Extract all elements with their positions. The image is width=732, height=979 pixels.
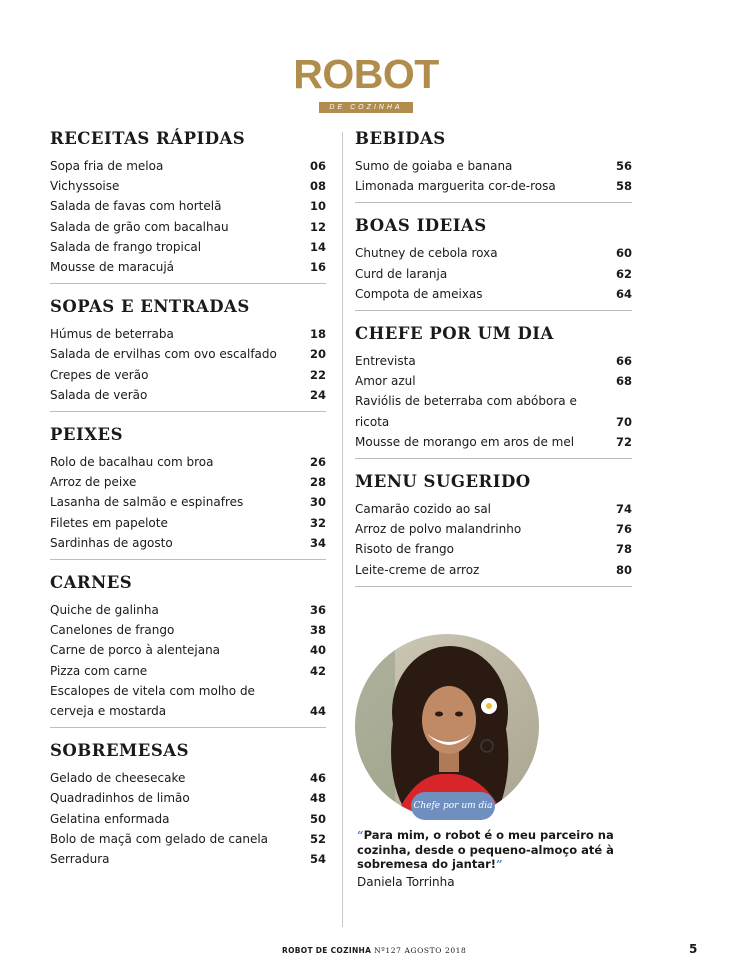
- entry-title: Quadradinhos de limão: [50, 791, 190, 806]
- entry-title: Pizza com carne: [50, 663, 148, 678]
- entry-page-number: 70: [615, 414, 632, 429]
- entry-title: Gelatina enformada: [50, 811, 170, 826]
- entry-page-number: 06: [309, 159, 326, 173]
- toc-entry[interactable]: [50, 385, 326, 405]
- section-title: CHEFE POR UM DIA: [355, 324, 554, 344]
- toc-section: [50, 424, 326, 560]
- entry-title: Salada de ervilhas com ovo escalfado: [50, 347, 277, 362]
- entry-page-number: 62: [615, 266, 632, 281]
- entry-title: Mousse de morango em aros de mel: [355, 434, 575, 449]
- toc-section: [355, 471, 632, 587]
- column-divider: [342, 132, 343, 927]
- open-quote-icon: “: [357, 828, 364, 842]
- entry-page-number: 30: [309, 495, 326, 510]
- entry-page-number: 08: [309, 179, 326, 194]
- toc-entry[interactable]: [355, 432, 632, 452]
- toc-entry[interactable]: [355, 391, 632, 431]
- chefe-por-um-dia-badge: Chefe por um dia: [411, 792, 495, 820]
- toc-entry[interactable]: [50, 176, 326, 196]
- entry-page-number: 58: [615, 179, 632, 194]
- entry-page-number: 76: [615, 522, 632, 537]
- entry-title: Bolo de maçã com gelado de canela: [50, 831, 269, 846]
- section-title: RECEITAS RÁPIDAS: [50, 129, 246, 148]
- quote-author: Daniela Torrinha: [357, 875, 455, 889]
- toc-entry[interactable]: [50, 809, 326, 829]
- entry-title: Quiche de galinha: [50, 603, 159, 618]
- toc-entry[interactable]: [355, 284, 632, 304]
- toc-entry[interactable]: [50, 365, 326, 385]
- entry-title: Limonada marguerita cor-de-rosa: [355, 179, 556, 194]
- toc-entry[interactable]: [50, 768, 326, 788]
- entry-title: Arroz de peixe: [50, 475, 137, 490]
- entry-title: Sopa fria de meloa: [50, 159, 164, 173]
- entry-page-number: 72: [615, 434, 632, 449]
- toc-entry[interactable]: [50, 640, 326, 660]
- logo-wordmark: ROBOT: [293, 51, 439, 97]
- toc-entry[interactable]: [355, 560, 632, 580]
- entry-page-number: 22: [309, 367, 326, 382]
- magazine-logo: [0, 51, 732, 113]
- toc-entry[interactable]: [50, 324, 326, 344]
- toc-entry[interactable]: [355, 264, 632, 284]
- entry-title: Serradura: [50, 852, 110, 867]
- entry-title: Salada de favas com hortelã: [50, 199, 222, 214]
- entry-page-number: 56: [615, 159, 632, 173]
- toc-entry[interactable]: [50, 257, 326, 277]
- toc-entry[interactable]: [50, 196, 326, 216]
- entry-page-number: 60: [615, 246, 632, 261]
- toc-entry[interactable]: [355, 156, 632, 176]
- toc-section: [50, 128, 326, 284]
- chef-portrait-photo: [355, 634, 539, 818]
- entry-title: Húmus de beterraba: [50, 327, 174, 342]
- entry-title: Raviólis de beterraba com abóbora e ricota: [355, 394, 577, 429]
- toc-section: [355, 323, 632, 459]
- entry-page-number: 54: [309, 852, 326, 867]
- entry-page-number: 68: [615, 374, 632, 389]
- section-title: BEBIDAS: [355, 129, 446, 148]
- page-number: 5: [689, 942, 698, 956]
- toc-entry[interactable]: [50, 829, 326, 849]
- toc-entry[interactable]: [355, 351, 632, 371]
- left-column: [50, 128, 326, 887]
- entry-title: Gelado de cheesecake: [50, 771, 186, 786]
- toc-entry[interactable]: [355, 499, 632, 519]
- entry-title: Escalopes de vitela com molho de cerveja e mostarda: [50, 683, 255, 719]
- entry-title: Entrevista: [355, 354, 416, 369]
- toc-entry[interactable]: [50, 681, 326, 721]
- entry-page-number: 10: [309, 199, 326, 214]
- toc-entry[interactable]: [50, 849, 326, 869]
- entry-page-number: 40: [309, 643, 326, 658]
- entry-page-number: 48: [309, 791, 326, 806]
- entry-page-number: 66: [615, 354, 632, 369]
- chef-quote: [357, 828, 617, 872]
- entry-page-number: 78: [615, 542, 632, 557]
- toc-entry[interactable]: [50, 600, 326, 620]
- toc-entry[interactable]: [355, 176, 632, 196]
- entry-title: Curd de laranja: [355, 266, 448, 281]
- logo-subtitle: DE COZINHA: [319, 102, 412, 113]
- entry-page-number: 24: [309, 387, 326, 402]
- toc-entry[interactable]: [50, 344, 326, 364]
- close-quote-icon: ”: [496, 857, 503, 871]
- entry-title: Sardinhas de agosto: [50, 535, 173, 550]
- entry-title: Chutney de cebola roxa: [355, 246, 498, 261]
- entry-page-number: 18: [309, 327, 326, 342]
- entry-title: Leite-creme de arroz: [355, 562, 480, 577]
- entry-title: Rolo de bacalhau com broa: [50, 455, 214, 470]
- entry-page-number: 20: [309, 347, 326, 362]
- toc-entry[interactable]: [50, 237, 326, 257]
- entry-page-number: 14: [309, 239, 326, 254]
- toc-entry[interactable]: [50, 452, 326, 472]
- entry-page-number: 52: [309, 831, 326, 846]
- entry-title: Vichyssoise: [50, 179, 120, 194]
- entry-title: Salada de frango tropical: [50, 239, 202, 254]
- toc-section: [50, 296, 326, 412]
- toc-entry[interactable]: [355, 519, 632, 539]
- entry-page-number: 28: [309, 475, 326, 490]
- entry-title: Canelones de frango: [50, 623, 175, 638]
- right-column: [355, 128, 632, 599]
- entry-title: Salada de grão com bacalhau: [50, 219, 229, 234]
- section-title: PEIXES: [50, 425, 123, 445]
- entry-title: Risoto de frango: [355, 542, 455, 557]
- toc-entry[interactable]: [50, 217, 326, 237]
- toc-entry[interactable]: [355, 539, 632, 559]
- entry-page-number: 34: [309, 535, 326, 550]
- toc-section: [50, 572, 326, 728]
- entry-page-number: 80: [615, 562, 632, 577]
- entry-title: Carne de porco à alentejana: [50, 643, 221, 658]
- entry-page-number: 46: [309, 771, 326, 786]
- entry-title: Mousse de maracujá: [50, 260, 175, 275]
- toc-entry[interactable]: [355, 243, 632, 263]
- entry-page-number: 38: [309, 623, 326, 638]
- section-title: SOPAS E ENTRADAS: [50, 297, 250, 317]
- toc-entry[interactable]: [355, 371, 632, 391]
- entry-page-number: 36: [309, 603, 326, 618]
- page-footer: [282, 946, 466, 955]
- entry-page-number: 50: [309, 811, 326, 826]
- toc-entry[interactable]: [50, 661, 326, 681]
- entry-page-number: 26: [309, 455, 326, 470]
- entry-title: Arroz de polvo malandrinho: [355, 522, 522, 537]
- toc-entry[interactable]: [50, 492, 326, 512]
- section-title: BOAS IDEIAS: [355, 216, 487, 236]
- entry-page-number: 16: [309, 260, 326, 275]
- entry-page-number: 74: [615, 502, 632, 517]
- entry-title: Sumo de goiaba e banana: [355, 159, 513, 173]
- entry-page-number: 12: [309, 219, 326, 234]
- footer-issue: Nº127 AGOSTO 2018: [374, 946, 467, 955]
- section-title: CARNES: [50, 573, 133, 593]
- entry-title: Camarão cozido ao sal: [355, 502, 492, 517]
- section-title: SOBREMESAS: [50, 741, 189, 761]
- toc-entry[interactable]: [50, 788, 326, 808]
- toc-entry[interactable]: [50, 513, 326, 533]
- entry-title: Amor azul: [355, 374, 416, 389]
- toc-entry[interactable]: [50, 533, 326, 553]
- toc-section: [50, 740, 326, 875]
- entry-page-number: 44: [309, 704, 326, 719]
- entry-page-number: 32: [309, 515, 326, 530]
- entry-title: Compota de ameixas: [355, 286, 483, 301]
- toc-entry[interactable]: [50, 620, 326, 640]
- footer-brand: ROBOT DE COZINHA: [282, 946, 372, 955]
- entry-title: Salada de verão: [50, 387, 148, 402]
- portrait-illustration: [355, 634, 539, 818]
- toc-entry[interactable]: [50, 472, 326, 492]
- quote-text: Para mim, o robot é o meu parceiro na cozinha, desde o pequeno-almoço até à sobremesa do jantar!: [357, 828, 614, 871]
- toc-section: [355, 128, 632, 203]
- toc-entry[interactable]: [50, 156, 326, 176]
- entry-page-number: 64: [615, 286, 632, 301]
- entry-page-number: 42: [309, 663, 326, 678]
- entry-title: Lasanha de salmão e espinafres: [50, 495, 244, 510]
- toc-section: [355, 215, 632, 311]
- entry-title: Crepes de verão: [50, 367, 149, 382]
- section-title: MENU SUGERIDO: [355, 472, 531, 492]
- entry-title: Filetes em papelote: [50, 515, 168, 530]
